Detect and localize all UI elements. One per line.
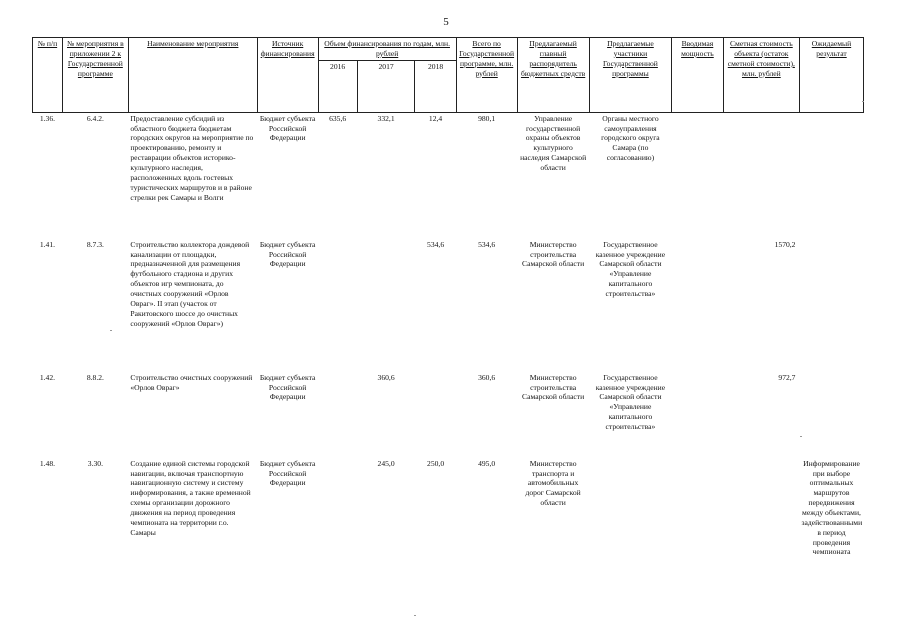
cell-num: 1.36. — [39, 113, 56, 123]
cell-name: Создание единой системы городской навигации, включая транспортную навигационную систему и систему информирования, а также временной схемы организации дорожного движения на период проведения чемпионата на территории г.о. Самары — [130, 458, 251, 537]
cell-2017: 332,1 — [377, 113, 395, 123]
cell-capacity — [672, 458, 724, 605]
cell-participants: Государственное казенное учреждение Самарской области «Управление капитального строительства» — [595, 372, 666, 432]
cell-total: 534,6 — [478, 239, 496, 249]
cell-num: 1.42. — [39, 372, 56, 382]
cell-measure-no: 8.8.2. — [86, 372, 104, 382]
cell-measure-no: 3.30. — [87, 458, 103, 468]
scan-speck — [862, 101, 864, 102]
cell-2016 — [318, 372, 357, 458]
cell-2018: 250,0 — [427, 458, 445, 468]
cell-manager: Министерство транспорта и автомобильных дорог Самарской области — [525, 458, 581, 508]
cell-source: Бюджет субъекта Российской Федерации — [259, 239, 316, 269]
scan-speck — [110, 330, 112, 331]
scan-speck — [800, 436, 802, 437]
cell-source: Бюджет субъекта Российской Федерации — [259, 458, 316, 488]
cell-result — [799, 372, 863, 458]
header-year-2018: 2018 — [415, 60, 456, 112]
cell-2016 — [318, 458, 357, 605]
cell-2018: 12,4 — [428, 113, 443, 123]
cell-cost — [723, 112, 799, 239]
cell-result — [799, 112, 863, 239]
cell-result: Информирование при выборе оптимальных маршрутов передвижения между объектами, задействованными в период проведения чемпионата — [801, 458, 863, 557]
cell-participants: Органы местного самоуправления городского округа Самара (по согласованию) — [601, 113, 660, 163]
cell-total: 980,1 — [478, 113, 496, 123]
cell-name: Строительство очистных сооружений «Орлов Овраг» — [130, 372, 253, 392]
table-row — [33, 239, 864, 372]
table-row — [33, 458, 864, 605]
cell-cost: 1570,2 — [774, 239, 796, 249]
cell-2016: 635,6 — [329, 113, 347, 123]
cell-manager: Министерство строительства Самарской области — [522, 239, 585, 269]
header-participants: Предлагаемые участники Государственной программы — [589, 38, 671, 113]
header-capacity: Вводимая мощность — [672, 38, 724, 113]
header-source: Источник финансирования — [257, 38, 318, 113]
cell-manager: Управление государственной охраны объектов культурного наследия Самарской области — [520, 113, 587, 173]
cell-cost: 972,7 — [778, 372, 796, 382]
table-row — [33, 372, 864, 458]
cell-name: Предоставление субсидий из областного бюджета бюджетам городских округов на мероприятие по проектированию, ремонту и реставрации объектов историко-культурного наследия, расположенных вдоль гостевых туристических маршрутов и в районе стрелки рек Самары и Волги — [130, 113, 254, 202]
financing-table — [32, 37, 864, 605]
header-num: № п/п — [33, 38, 63, 113]
cell-num: 1.48. — [39, 458, 56, 468]
header-volume: Объем финансирования по годам, млн. рублей — [318, 38, 456, 61]
table-body — [33, 112, 864, 605]
cell-total: 360,6 — [478, 372, 496, 382]
cell-2016 — [318, 239, 357, 372]
cell-2018 — [415, 372, 456, 458]
header-cost: Сметная стоимость объекта (остаток сметной стоимости), млн. рублей — [723, 38, 799, 113]
header-measure-no: № мероприятия в приложении 2 к Государственной программе — [62, 38, 128, 113]
cell-measure-no: 8.7.3. — [86, 239, 104, 249]
cell-participants: Государственное казенное учреждение Самарской области «Управление капитального строительства» — [595, 239, 666, 299]
table-header — [33, 38, 864, 113]
cell-2018: 534,6 — [427, 239, 445, 249]
header-result: Ожидаемый результат — [799, 38, 863, 113]
cell-participants — [589, 458, 671, 605]
cell-capacity — [672, 112, 724, 239]
cell-result — [799, 239, 863, 372]
header-name: Наименование мероприятия — [128, 38, 257, 113]
cell-2017 — [357, 239, 415, 372]
cell-measure-no: 6.4.2. — [86, 113, 104, 123]
cell-manager: Министерство строительства Самарской области — [522, 372, 585, 402]
page-number: 5 — [443, 16, 449, 28]
cell-2017: 360,6 — [377, 372, 395, 382]
scan-speck — [414, 615, 416, 616]
cell-total: 495,0 — [478, 458, 496, 468]
cell-name: Строительство коллектора дождевой канализации от площадки, предназначенной для размещения футбольного стадиона и других объектов игр чемпионата, до очистных сооружений «Орлов Овраг». II этап (участок от Ракитовского шоссе до очистных сооружений «Орлов Овраг») — [130, 239, 250, 328]
cell-source: Бюджет субъекта Российской Федерации — [259, 113, 316, 143]
header-total: Всего по Государственной программе, млн. рублей — [456, 38, 517, 113]
table-row — [33, 112, 864, 239]
header-year-2016: 2016 — [318, 60, 357, 112]
header-manager: Предлагаемый главный распорядитель бюджетных средств — [517, 38, 589, 113]
cell-capacity — [672, 372, 724, 458]
header-year-2017: 2017 — [357, 60, 415, 112]
cell-num: 1.41. — [39, 239, 56, 249]
cell-2017: 245,0 — [377, 458, 395, 468]
cell-cost — [723, 458, 799, 605]
cell-capacity — [672, 239, 724, 372]
cell-source: Бюджет субъекта Российской Федерации — [259, 372, 316, 402]
